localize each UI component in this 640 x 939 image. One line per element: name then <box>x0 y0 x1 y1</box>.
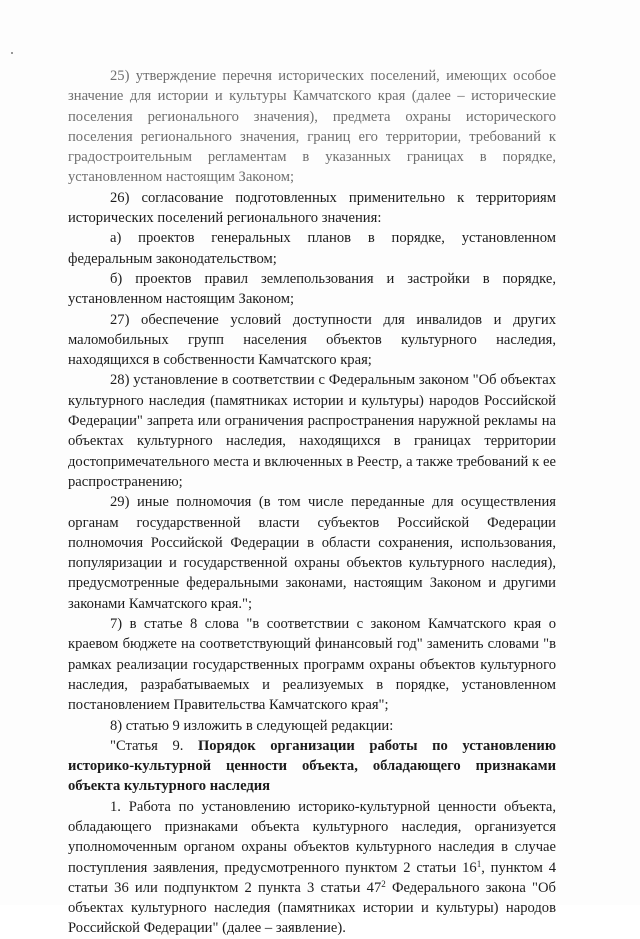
paragraph-1-text-a: 1. Работа по установлению историко-культурной ценности объекта, обладающего признаками объекта культурного наследия, организуется уполномоченным органом охраны объектов культурного наследия в случае поступления заявления, предусмотренного пунктом 2 статьи 16 <box>68 798 556 876</box>
scan-speck <box>11 52 13 54</box>
paragraph-27: 27) обеспечение условий доступности для инвалидов и других маломобильных групп населения объектов культурного наследия, находящихся в собственности Камчатского края; <box>68 311 556 369</box>
article-9-title: Порядок организации работы по установлению историко-культурной ценности объекта, обладающего признаками объекта культурного наследия <box>68 737 556 795</box>
article-9-prefix: "Статья 9. <box>110 737 198 754</box>
paragraph-25: 25) утверждение перечня исторических поселений, имеющих особое значение для истории и культуры Камчатского края (далее – исторические поселения регионального значения), предмета охраны исторического поселения регионального значения, границ его территории, требований к градостроительным регламентам в указанных границах в порядке, установленном настоящим Законом; <box>68 68 556 186</box>
paragraph-29: 29) иные полномочия (в том числе переданные для осуществления органам государственной власти субъектов Российской Федерации полномочия Российской Федерации в области сохранения, использования, популяризации и государственной охраны объектов культурного наследия), предусмотренные федеральными законами, настоящим Законом и другими законами Камчатского края."; <box>68 494 556 612</box>
paragraph-28: 28) установление в соответствии с Федеральным законом "Об объектах культурного наследия (памятниках истории и культуры) народов Российской Федерации" запрета или ограничения распространения наружной рекламы на объектах культурного наследия, находящихся в границах территории достопримечательного места и включенных в Реестр, а также требований к ее распространению; <box>68 372 556 490</box>
paragraph-8: 8) статью 9 изложить в следующей редакции: <box>110 717 394 734</box>
paragraph-7: 7) в статье 8 слова "в соответствии с законом Камчатского края о краевом бюджете на соответствующий финансовый год" заменить словами "в рамках реализации государственных программ охраны объектов культурного наследия, разрабатываемых и реализуемых в порядке, установленном постановлением Правительства Камчатского края"; <box>68 616 556 714</box>
document-body <box>68 66 556 939</box>
footnote-sup-47: 2 <box>381 878 386 889</box>
footnote-sup-16: 1 <box>476 858 482 869</box>
paragraph-26: 26) согласование подготовленных применительно к территориям исторических поселений регионального значения: <box>68 189 556 227</box>
article-9-paragraph-1 <box>68 797 556 939</box>
paragraph-26b: б) проектов правил землепользования и застройки в порядке, установленном настоящим Законом; <box>68 270 556 308</box>
paragraph-1-text-c: Федерального закона "Об объектах культурного наследия (памятниках истории и культуры) народов Российской Федерации" (далее – заявление). <box>68 879 556 937</box>
paragraph-26a: а) проектов генеральных планов в порядке, установленном федеральным законодательством; <box>68 230 556 267</box>
paragraph-1-text-b: , пунктом 4 статьи 36 или подпунктом 2 пункта 3 статьи 47 <box>68 859 556 896</box>
article-9-heading <box>68 736 556 797</box>
